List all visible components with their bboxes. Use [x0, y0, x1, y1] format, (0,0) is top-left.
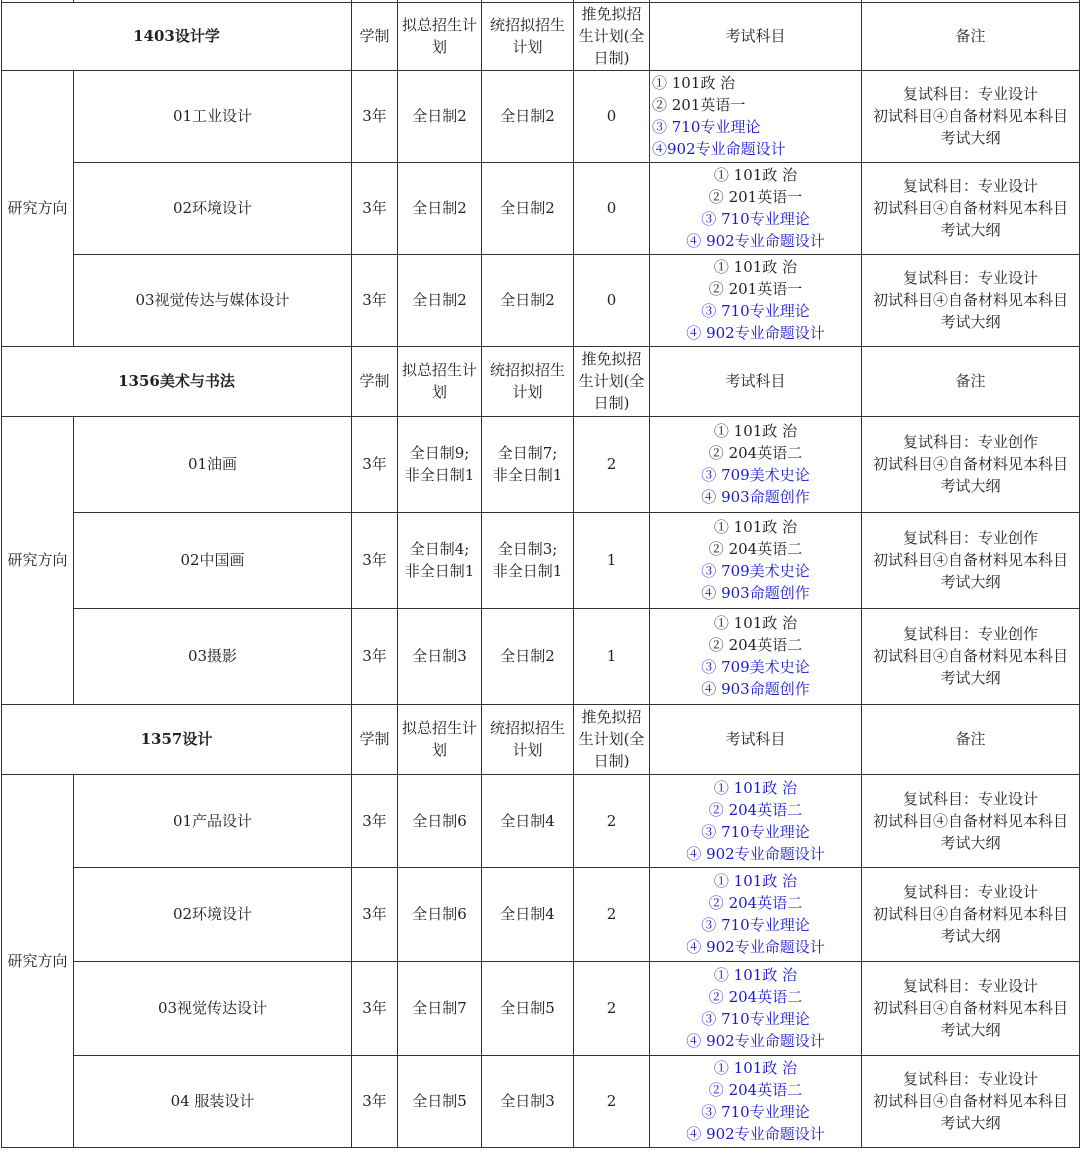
total-plan: 全日制7: [398, 961, 482, 1055]
total-plan: 全日制2: [398, 70, 482, 162]
table-row: [2, 70, 1080, 162]
col-remarks: 备注: [862, 704, 1080, 774]
exempt-plan: 0: [574, 162, 650, 254]
total-plan: 全日制2: [398, 254, 482, 346]
direction-name: 02中国画: [74, 512, 352, 608]
col-total-plan: 拟总招生计划: [398, 346, 482, 416]
duration: 3年: [352, 608, 398, 704]
duration: 3年: [352, 867, 398, 961]
total-plan: 全日制6: [398, 774, 482, 867]
col-unified-plan: 统招拟招生计划: [482, 346, 574, 416]
section-title: 1403设计学: [2, 2, 352, 70]
total-plan: 全日制5: [398, 1055, 482, 1147]
exam-subjects: ① 101政 治 ② 201英语一 ③ 710专业理论 ④ 902专业命题设计: [650, 162, 862, 254]
exam-subjects: ① 101政 治 ② 204英语二 ③ 710专业理论 ④ 902专业命题设计: [650, 961, 862, 1055]
direction-name: 04 服装设计: [74, 1055, 352, 1147]
exempt-plan: 2: [574, 774, 650, 867]
unified-plan: 全日制2: [482, 162, 574, 254]
total-plan: 全日制6: [398, 867, 482, 961]
exam-subjects: ① 101政 治 ② 201英语一 ③ 710专业理论 ④902专业命题设计: [650, 70, 862, 162]
table-row: [2, 512, 1080, 608]
exempt-plan: 1: [574, 608, 650, 704]
table-row: [2, 254, 1080, 346]
direction-name: 01工业设计: [74, 70, 352, 162]
duration: 3年: [352, 961, 398, 1055]
direction-name: 01油画: [74, 416, 352, 512]
direction-label: 研究方向: [2, 70, 74, 346]
duration: 3年: [352, 254, 398, 346]
exempt-plan: 0: [574, 70, 650, 162]
unified-plan: 全日制2: [482, 608, 574, 704]
col-exempt-plan: 推免拟招生计划(全日制): [574, 2, 650, 70]
duration: 3年: [352, 70, 398, 162]
remarks: 复试科目：专业设计 初试科目④自备材料见本科目 考试大纲: [862, 867, 1080, 961]
exempt-plan: 0: [574, 254, 650, 346]
exempt-plan: 2: [574, 867, 650, 961]
direction-name: 02环境设计: [74, 867, 352, 961]
duration: 3年: [352, 416, 398, 512]
exempt-plan: 2: [574, 961, 650, 1055]
col-unified-plan: 统招拟招生计划: [482, 2, 574, 70]
table-row: [2, 1055, 1080, 1147]
remarks: 复试科目：专业创作 初试科目④自备材料见本科目 考试大纲: [862, 416, 1080, 512]
remarks: 复试科目：专业设计 初试科目④自备材料见本科目 考试大纲: [862, 162, 1080, 254]
col-exam-subjects: 考试科目: [650, 346, 862, 416]
section-title: 1357设计: [2, 704, 352, 774]
col-remarks: 备注: [862, 2, 1080, 70]
enrollment-table: [1, 0, 1080, 1148]
remarks: 复试科目：专业设计 初试科目④自备材料见本科目 考试大纲: [862, 961, 1080, 1055]
exam-subjects: ① 101政 治 ② 201英语一 ③ 710专业理论 ④ 902专业命题设计: [650, 254, 862, 346]
col-exempt-plan: 推免拟招生计划(全日制): [574, 346, 650, 416]
unified-plan: 全日制3: [482, 1055, 574, 1147]
direction-label: 研究方向: [2, 774, 74, 1147]
unified-plan: 全日制7; 非全日制1: [482, 416, 574, 512]
col-exempt-plan: 推免拟招生计划(全日制): [574, 704, 650, 774]
table-row: [2, 867, 1080, 961]
direction-name: 01产品设计: [74, 774, 352, 867]
unified-plan: 全日制4: [482, 867, 574, 961]
remarks: 复试科目：专业设计 初试科目④自备材料见本科目 考试大纲: [862, 774, 1080, 867]
total-plan: 全日制3: [398, 608, 482, 704]
col-duration: 学制: [352, 704, 398, 774]
direction-name: 03摄影: [74, 608, 352, 704]
remarks: 复试科目：专业设计 初试科目④自备材料见本科目 考试大纲: [862, 1055, 1080, 1147]
exam-subjects: ① 101政 治 ② 204英语二 ③ 709美术史论 ④ 903命题创作: [650, 512, 862, 608]
table-row: [2, 961, 1080, 1055]
duration: 3年: [352, 774, 398, 867]
col-total-plan: 拟总招生计划: [398, 2, 482, 70]
remarks: 复试科目：专业创作 初试科目④自备材料见本科目 考试大纲: [862, 512, 1080, 608]
remarks: 复试科目：专业设计 初试科目④自备材料见本科目 考试大纲: [862, 70, 1080, 162]
exam-subjects: ① 101政 治 ② 204英语二 ③ 709美术史论 ④ 903命题创作: [650, 416, 862, 512]
direction-name: 02环境设计: [74, 162, 352, 254]
table-row: [2, 774, 1080, 867]
total-plan: 全日制9; 非全日制1: [398, 416, 482, 512]
unified-plan: 全日制3; 非全日制1: [482, 512, 574, 608]
table-row: [2, 416, 1080, 512]
remarks: 复试科目：专业设计 初试科目④自备材料见本科目 考试大纲: [862, 254, 1080, 346]
section-header-1357: [2, 704, 1080, 774]
unified-plan: 全日制4: [482, 774, 574, 867]
col-duration: 学制: [352, 2, 398, 70]
col-exam-subjects: 考试科目: [650, 2, 862, 70]
exempt-plan: 1: [574, 512, 650, 608]
section-header-1356: [2, 346, 1080, 416]
unified-plan: 全日制2: [482, 254, 574, 346]
col-unified-plan: 统招拟招生计划: [482, 704, 574, 774]
section-header-1403: [2, 2, 1080, 70]
table-row: [2, 162, 1080, 254]
exam-subjects: ① 101政 治 ② 204英语二 ③ 710专业理论 ④ 902专业命题设计: [650, 1055, 862, 1147]
exam-subjects: ① 101政 治 ② 204英语二 ③ 709美术史论 ④ 903命题创作: [650, 608, 862, 704]
direction-name: 03视觉传达与媒体设计: [74, 254, 352, 346]
direction-label: 研究方向: [2, 416, 74, 704]
col-exam-subjects: 考试科目: [650, 704, 862, 774]
duration: 3年: [352, 512, 398, 608]
duration: 3年: [352, 162, 398, 254]
unified-plan: 全日制5: [482, 961, 574, 1055]
unified-plan: 全日制2: [482, 70, 574, 162]
exempt-plan: 2: [574, 416, 650, 512]
col-total-plan: 拟总招生计划: [398, 704, 482, 774]
duration: 3年: [352, 1055, 398, 1147]
exam-subjects: ① 101政 治 ② 204英语二 ③ 710专业理论 ④ 902专业命题设计: [650, 867, 862, 961]
exempt-plan: 2: [574, 1055, 650, 1147]
col-duration: 学制: [352, 346, 398, 416]
table-row: [2, 608, 1080, 704]
col-remarks: 备注: [862, 346, 1080, 416]
exam-subjects: ① 101政 治 ② 204英语二 ③ 710专业理论 ④ 902专业命题设计: [650, 774, 862, 867]
section-title: 1356美术与书法: [2, 346, 352, 416]
direction-name: 03视觉传达设计: [74, 961, 352, 1055]
total-plan: 全日制2: [398, 162, 482, 254]
remarks: 复试科目：专业创作 初试科目④自备材料见本科目 考试大纲: [862, 608, 1080, 704]
total-plan: 全日制4; 非全日制1: [398, 512, 482, 608]
